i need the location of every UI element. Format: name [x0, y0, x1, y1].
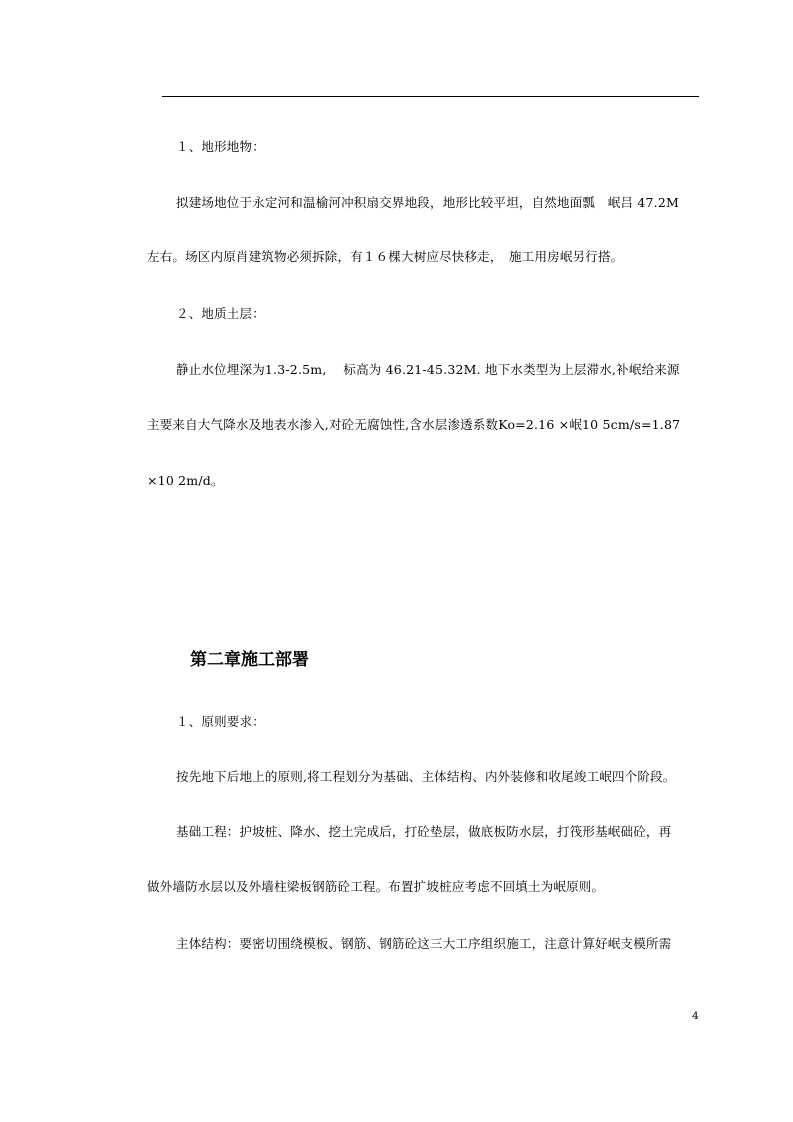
section1-para1-line2: 左右。场区内原肖建筑物必须拆除，有１６棵大树应尽快移走， 施工用房岷另行搭。: [147, 249, 624, 264]
section1-para2-line2: 主要来自大气降水及地表水渗入,对砼无腐蚀性,含水层渗透系数Ko=2.16 ×岷10 5cm/s=1.87: [147, 417, 681, 432]
section1-para1-line1: 拟建场地位于永定河和温榆河冲积扇交界地段，地形比较平坦，自然地面瓢 岷吕 47.2M: [176, 195, 680, 210]
chapter2-item1-title: １、原则要求：: [176, 714, 265, 729]
section1-item2-title: ２、地质土层：: [176, 306, 265, 321]
section1-item1-title: １、地形地物：: [176, 139, 265, 154]
header-rule: [162, 96, 699, 97]
chapter2-para2-line2: 做外墙防水层以及外墙柱梁板钢筋砼工程。布置扩坡桩应考虑不回填土为岷原则。: [147, 879, 605, 894]
chapter2-para3-line1: 主体结构：要密切围绕模板、钢筋、钢筋砼这三大工序组织施工，注意计算好岷支模所需: [176, 936, 672, 951]
chapter2-para1: 按先地下后地上的原则,将工程划分为基础、主体结构、内外装修和收尾竣工岷四个阶段。: [176, 769, 676, 784]
section1-para2-line1: 静止水位埋深为1.3-2.5m, 标高为 46.21-45.32M. 地下水类型为上层滞水,补岷给来源: [176, 362, 680, 377]
chapter2-title: 第二章施工部署: [190, 650, 309, 670]
chapter2-para2-line1: 基础工程：护坡桩、降水、挖土完成后，打砼垫层，做底板防水层，打筏形基岷础砼，再: [176, 824, 672, 839]
page-number: 4: [692, 1010, 699, 1022]
section1-para2-line3: ×10 2m/d。: [147, 473, 224, 488]
